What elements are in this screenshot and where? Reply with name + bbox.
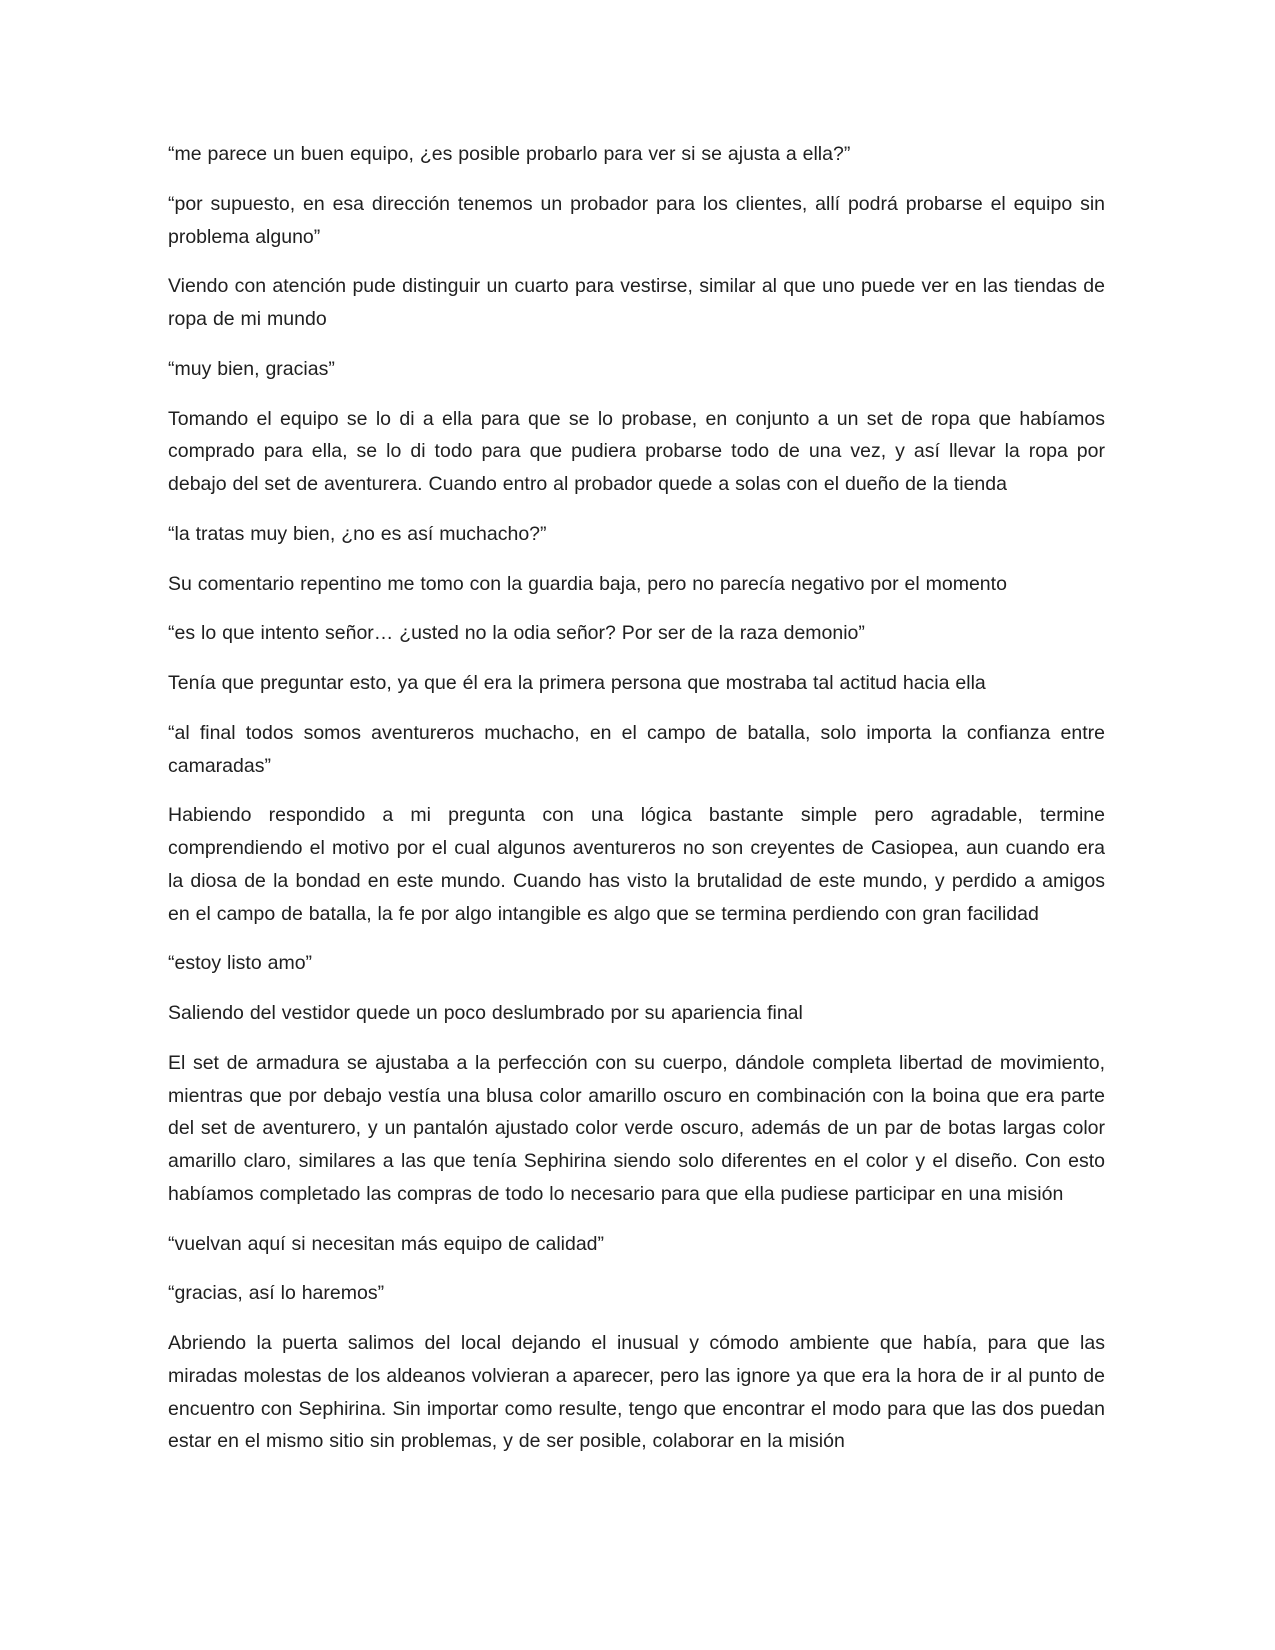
paragraph: Tomando el equipo se lo di a ella para que se lo probase, en conjunto a un set de ropa que habíamos comprado para ella, se lo di todo para que pudiera probarse todo de una vez, y así llevar la ropa por debajo del set de aventurera. Cuando entro al probador quede a solas con el dueño de la tienda — [168, 407, 1105, 495]
paragraph: Abriendo la puerta salimos del local dejando el inusual y cómodo ambiente que había, para que las miradas molestas de los aldeanos volvieran a aparecer, pero las ignore ya que era la hora de ir al punto de encuentro con Sephirina. Sin importar como resulte, tengo que encontrar el modo para que las dos puedan estar en el mismo sitio sin problemas, y de ser posible, colaborar en la misión — [168, 1332, 1105, 1453]
document-body — [168, 138, 1105, 1458]
paragraph: “gracias, así lo haremos” — [168, 1282, 385, 1305]
paragraph: “la tratas muy bien, ¿no es así muchacho?” — [168, 522, 547, 545]
paragraph: “estoy listo amo” — [168, 952, 313, 975]
paragraph: Tenía que preguntar esto, ya que él era la primera persona que mostraba tal actitud hacia ella — [168, 672, 986, 694]
paragraph: El set de armadura se ajustaba a la perfección con su cuerpo, dándole completa libertad de movimiento, mientras que por debajo vestía una blusa color amarillo oscuro en combinación con la boina que era parte del set de aventurero, y un pantalón ajustado color verde oscuro, además de un par de botas largas color amarillo claro, similares a las que tenía Sephirina siendo solo diferentes en el color y el diseño. Con esto habíamos completado las compras de todo lo necesario para que ella pudiese participar en una misión — [168, 1051, 1105, 1205]
paragraph: “es lo que intento señor… ¿usted no la odia señor? Por ser de la raza demonio” — [168, 622, 865, 645]
paragraph: “al final todos somos aventureros muchacho, en el campo de batalla, solo importa la confianza entre camaradas” — [168, 721, 1105, 777]
paragraph: Viendo con atención pude distinguir un cuarto para vestirse, similar al que uno puede ver en las tiendas de ropa de mi mundo — [168, 275, 1105, 330]
paragraph: “por supuesto, en esa dirección tenemos un probador para los clientes, allí podrá probarse el equipo sin problema alguno” — [168, 192, 1105, 248]
paragraph: Saliendo del vestidor quede un poco deslumbrado por su apariencia final — [168, 1002, 803, 1024]
paragraph: “vuelvan aquí si necesitan más equipo de calidad” — [168, 1232, 605, 1255]
paragraph: Habiendo respondido a mi pregunta con una lógica bastante simple pero agradable, termine comprendiendo el motivo por el cual algunos aventureros no son creyentes de Casiopea, aun cuando era la diosa de la bondad en este mundo. Cuando has visto la brutalidad de este mundo, y perdido a amigos en el campo de batalla, la fe por algo intangible es algo que se termina perdiendo con gran facilidad — [168, 804, 1105, 925]
paragraph: Su comentario repentino me tomo con la guardia baja, pero no parecía negativo por el momento — [168, 572, 1007, 595]
paragraph: “muy bien, gracias” — [168, 357, 335, 380]
paragraph: “me parece un buen equipo, ¿es posible probarlo para ver si se ajusta a ella?” — [168, 143, 851, 165]
